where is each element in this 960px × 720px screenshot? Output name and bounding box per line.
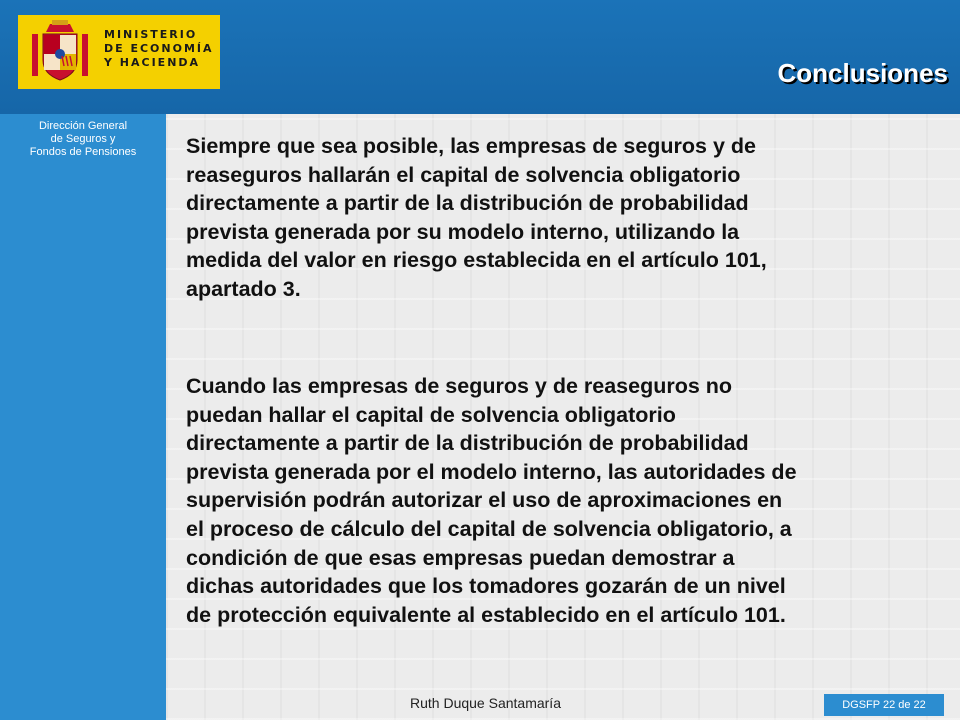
coat-of-arms-icon	[30, 20, 90, 84]
footer-author: Ruth Duque Santamaría	[410, 695, 561, 711]
ministry-logo	[18, 15, 220, 89]
paragraph-1: Siempre que sea posible, las empresas de seguros y de reaseguros hallarán el capital de solvencia obligatorio directamente a partir de la distribución de probabilidad prevista generada por su modelo interno, utilizando la medida del valor en riesgo establecida en el artículo 101, apartado 3.	[186, 134, 767, 301]
ministry-name: MINISTERIO DE ECONOMÍA Y HACIENDA	[104, 28, 214, 69]
sidebar	[0, 114, 166, 720]
slide-title: Conclusiones	[777, 58, 948, 88]
paragraph-2: Cuando las empresas de seguros y de reaseguros no puedan hallar el capital de solvencia obligatorio directamente a partir de la distribución de probabilidad prevista generada por el modelo interno, las autoridades de supervisión podrán autorizar el uso de aproximaciones en el proceso de cálculo del capital de solvencia obligatorio, a condición de que esas empresas puedan demostrar a dichas autoridades que los tomadores gozarán de un nivel de protección equivalente al establecido en el artículo 101.	[186, 374, 797, 627]
page-number: DGSFP 22 de 22	[824, 694, 944, 716]
directorate-label: Dirección General de Seguros y Fondos de Pensiones	[29, 120, 137, 158]
